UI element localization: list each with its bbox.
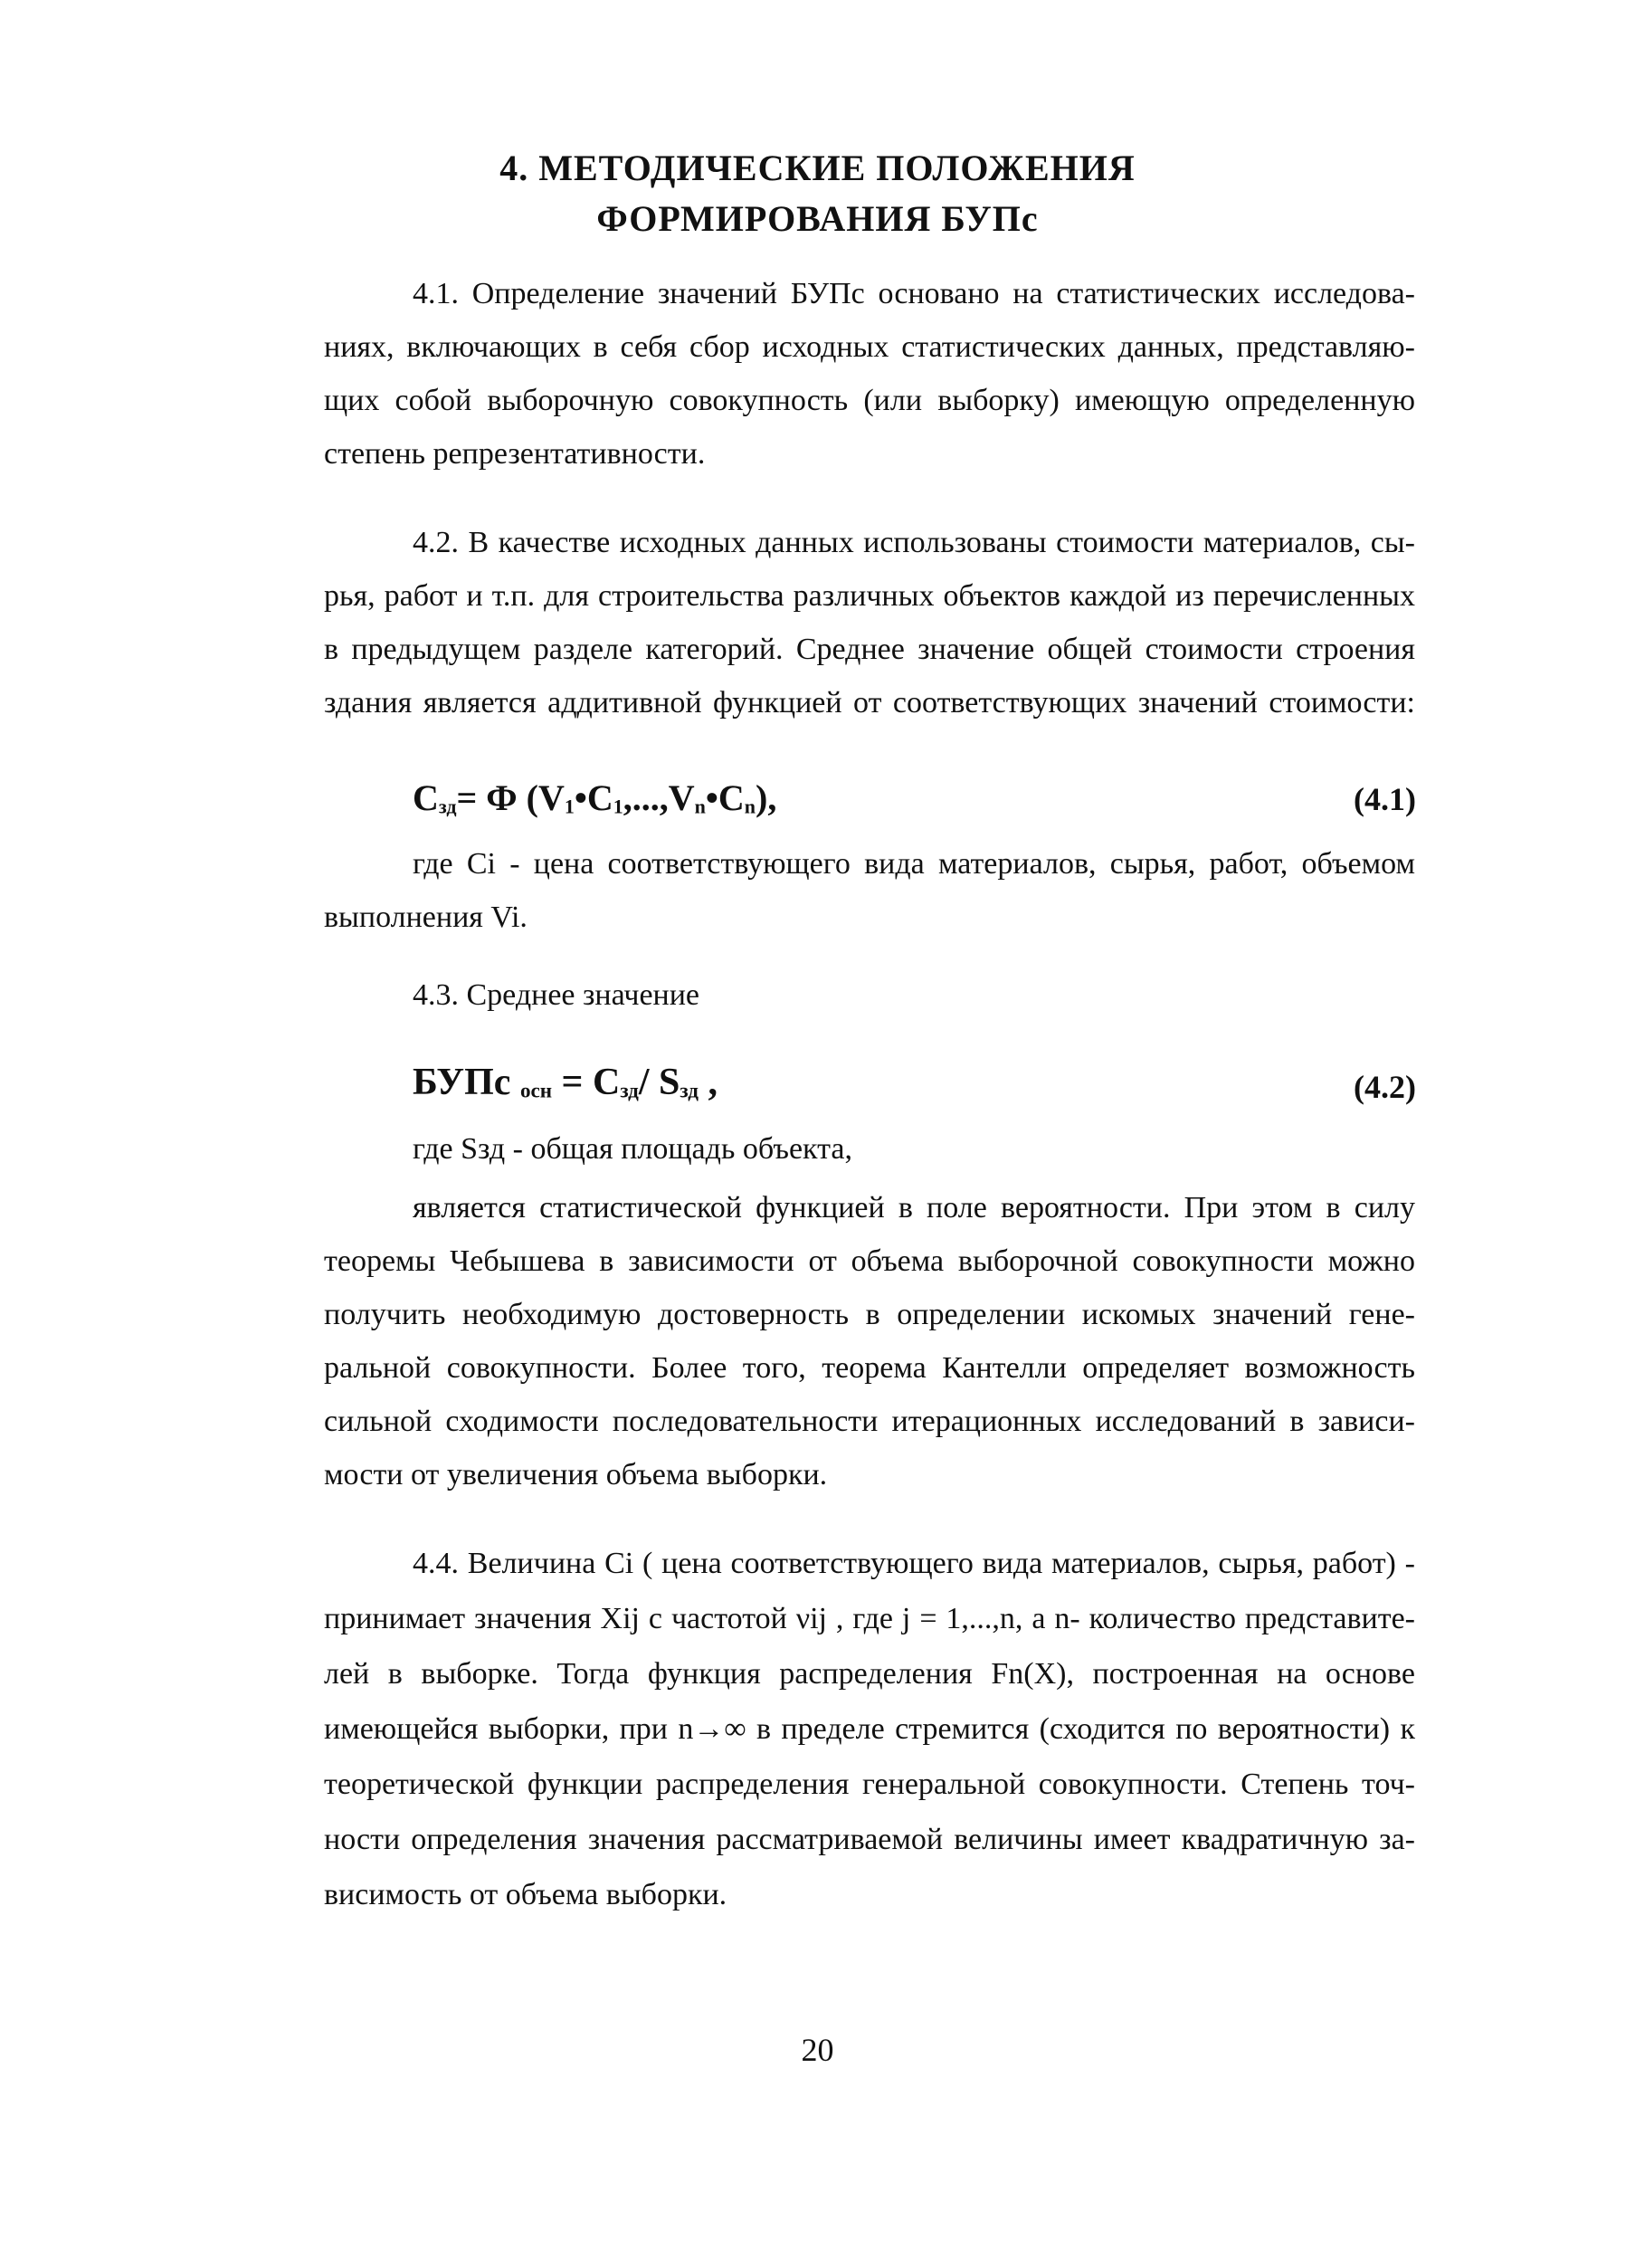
text-line: ности определения значения рассматриваемой величины имеет квадратичную за-	[324, 1823, 1415, 1856]
page-number: 20	[801, 2032, 834, 2068]
formula-part: ,...,V	[623, 777, 695, 818]
formula-part: ,	[698, 1062, 718, 1103]
formula-subscript: зд	[438, 795, 457, 818]
text-line: мости от увеличения объема выборки.	[324, 1458, 828, 1491]
formula-number-4-1: (4.1)	[1354, 781, 1416, 817]
formula-part: •С	[705, 777, 745, 818]
formula-part: = С	[552, 1062, 621, 1103]
paragraph-where-4-2	[324, 1122, 1415, 1176]
text-line: в предыдущем разделе категорий. Среднее значение общей стоимости строения	[324, 633, 1415, 666]
formula-4-1	[413, 777, 776, 819]
text-line: лей в выборке. Тогда функция распределения Fn(X), построенная на основе	[324, 1657, 1415, 1691]
formula-part: •С	[574, 777, 613, 818]
text-line: ральной совокупности. Более того, теорема Кантелли определяет возможность	[324, 1351, 1415, 1385]
formula-subscript: зд	[680, 1078, 699, 1102]
text-line: теоретической функции распределения генеральной совокупности. Степень точ-	[324, 1768, 1415, 1801]
formula-part: ),	[756, 777, 777, 818]
text-line: сильной сходимости последовательности итерационных исследований в зависи-	[324, 1405, 1415, 1438]
text-line: здания является аддитивной функцией от соответствующих значений стоимости:	[324, 686, 1415, 719]
formula-subscript: 1	[564, 795, 575, 818]
paragraph-4-1	[324, 267, 1415, 481]
formula-subscript: n	[744, 795, 756, 818]
section-heading-line-2: ФОРМИРОВАНИЯ БУПс	[596, 198, 1039, 239]
text-line: ниях, включающих в себя сбор исходных статистических данных, представляю-	[324, 330, 1415, 364]
paragraph-4-4	[324, 1536, 1415, 1922]
paragraph-where-4-1	[324, 837, 1415, 944]
text-line: 4.1. Определение значений БУПс основано на статистических исследова-	[413, 277, 1415, 310]
formula-4-2	[413, 1061, 718, 1104]
formula-subscript: зд	[620, 1078, 639, 1102]
text-line: 4.2. В качестве исходных данных использованы стоимости материалов, сы-	[413, 526, 1415, 559]
formula-subscript: 1	[613, 795, 623, 818]
formula-part: / S	[638, 1062, 680, 1103]
text-line: рья, работ и т.п. для строительства различных объектов каждой из перечисленных	[324, 579, 1415, 613]
text-line: висимость от объема выборки.	[324, 1878, 727, 1911]
formula-symbol: С	[413, 777, 439, 818]
text-line: 4.3. Среднее значение	[413, 978, 700, 1012]
text-line: где Ci - цена соответствующего вида материалов, сырья, работ, объемом	[413, 847, 1415, 881]
text-line: степень репрезентативности.	[324, 437, 706, 471]
text-line: выполнения Vi.	[324, 901, 528, 934]
paragraph-4-2	[324, 516, 1415, 729]
text-line: имеющейся выборки, при n→∞ в пределе стремится (сходится по вероятности) к	[324, 1712, 1415, 1746]
text-line: принимает значения Xij с частотой νij , где j = 1,...,n, а n- количество представите-	[324, 1602, 1415, 1635]
formula-subscript: n	[694, 795, 706, 818]
text-line: получить необходимую достоверность в определении искомых значений гене-	[324, 1298, 1415, 1331]
formula-subscript: осн	[519, 1078, 553, 1102]
formula-number-4-2: (4.2)	[1354, 1069, 1416, 1105]
text-line: щих собой выборочную совокупность (или выборку) имеющую определенную	[324, 384, 1415, 417]
formula-part: = Ф (V	[456, 777, 565, 818]
text-line: является статистической функцией в поле вероятности. При этом в силу	[413, 1191, 1415, 1225]
text-line: теоремы Чебышева в зависимости от объема выборочной совокупности можно	[324, 1244, 1415, 1278]
text-line: 4.4. Величина Ci ( цена соответствующего вида материалов, сырья, работ) -	[413, 1547, 1415, 1580]
paragraph-4-3-intro	[324, 968, 1415, 1022]
text-line: где Sзд - общая площадь объекта,	[413, 1132, 852, 1166]
formula-symbol: БУПс	[413, 1062, 511, 1103]
section-heading-line-1: 4. МЕТОДИЧЕСКИЕ ПОЛОЖЕНИЯ	[499, 148, 1136, 188]
paragraph-4-3-body	[324, 1181, 1415, 1501]
